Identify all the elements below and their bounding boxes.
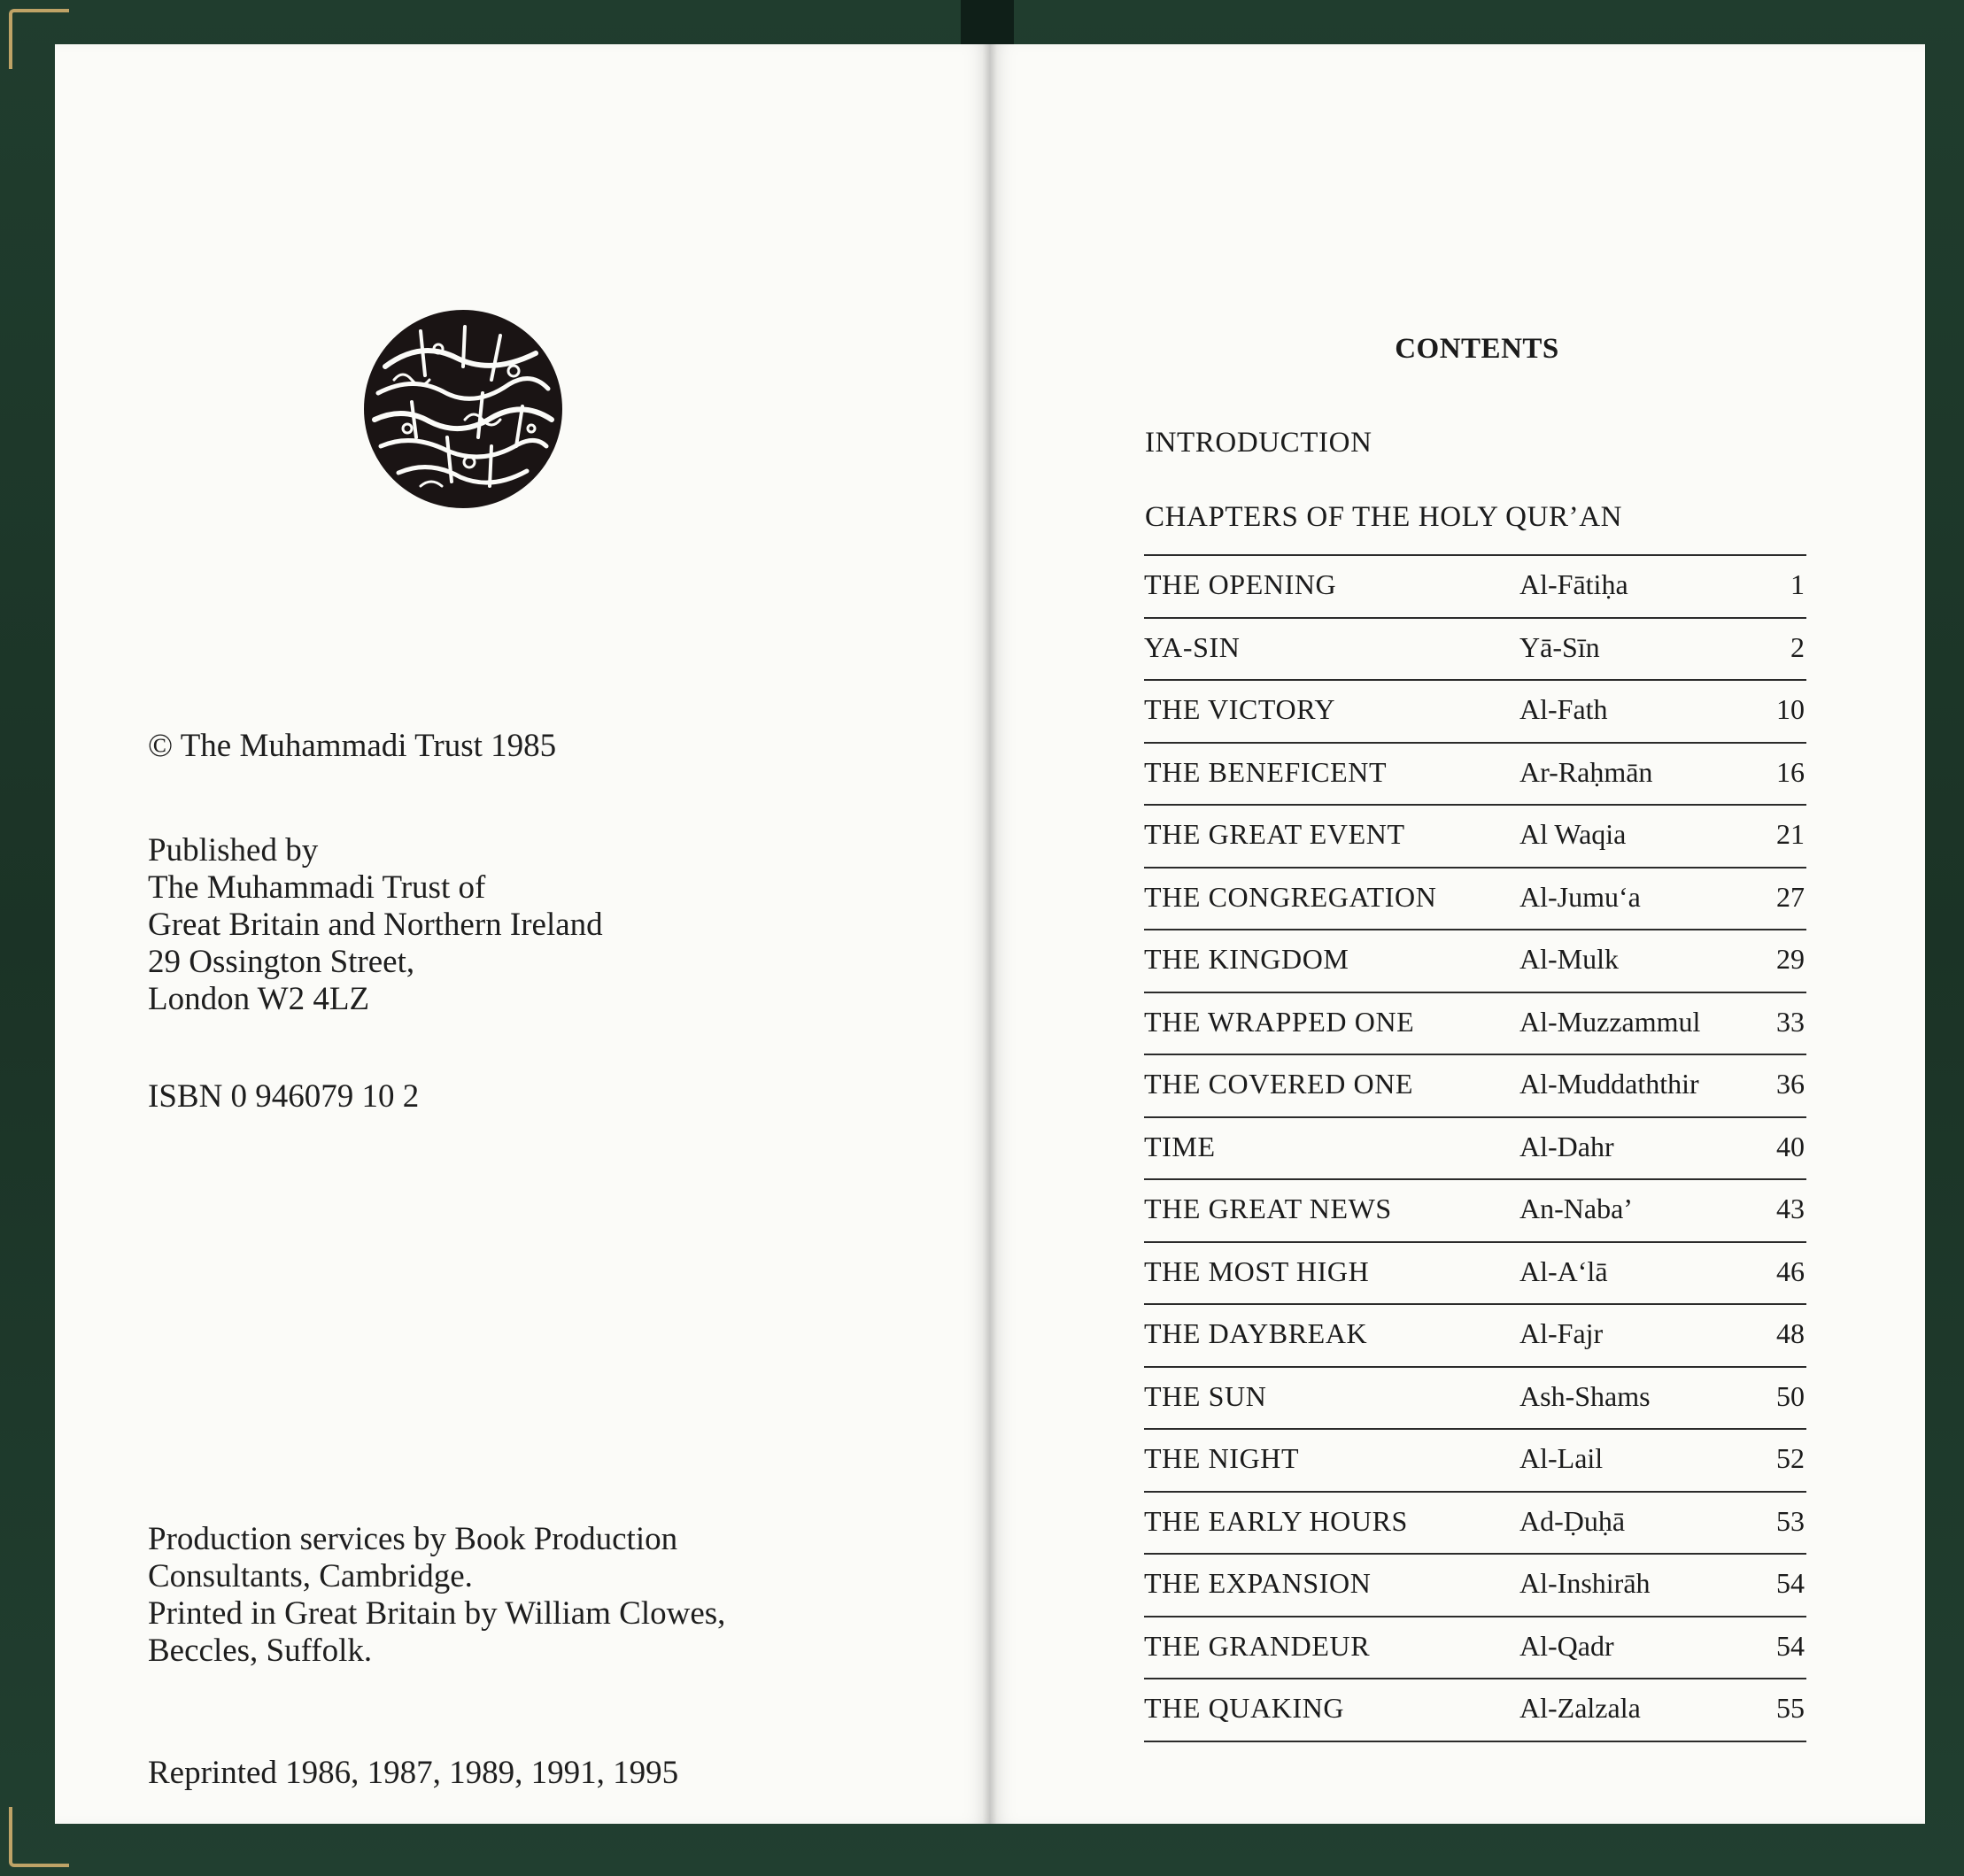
chapter-page-number: 16 [1776, 755, 1805, 788]
chapter-english-title: THE NIGHT [1144, 1442, 1300, 1474]
toc-row[interactable] [1144, 1243, 1806, 1306]
chapter-english-title: THE GREAT EVENT [1144, 818, 1405, 850]
chapter-page-number: 27 [1776, 880, 1805, 913]
chapter-page-number: 54 [1776, 1567, 1805, 1599]
toc-row[interactable] [1144, 1180, 1806, 1243]
chapter-arabic-title: Al-Dahr [1519, 1130, 1614, 1162]
production-line-2: Consultants, Cambridge. [148, 1558, 473, 1594]
chapter-english-title: THE MOST HIGH [1144, 1255, 1370, 1287]
chapter-arabic-title: Al-Inshirāh [1519, 1567, 1651, 1599]
production-line-1: Production services by Book Production [148, 1521, 678, 1557]
toc-table [1144, 554, 1806, 1742]
chapter-english-title: THE KINGDOM [1144, 943, 1349, 975]
chapter-page-number: 1 [1790, 568, 1805, 600]
production-block [148, 1521, 725, 1670]
contents-title: CONTENTS [1395, 333, 1559, 365]
chapter-arabic-title: Ash-Shams [1519, 1379, 1651, 1412]
chapter-arabic-title: Al-Muzzammul [1519, 1005, 1701, 1038]
chapter-english-title: THE QUAKING [1144, 1692, 1345, 1724]
toc-row[interactable] [1144, 1055, 1806, 1118]
chapter-arabic-title: Al-Fajr [1519, 1317, 1604, 1349]
toc-row[interactable] [1144, 1555, 1806, 1617]
chapter-arabic-title: An-Naba’ [1519, 1193, 1633, 1224]
chapter-arabic-title: Al-Mulk [1519, 943, 1619, 975]
chapter-arabic-title: Al-Fath [1519, 693, 1608, 725]
reprinted-line: Reprinted 1986, 1987, 1989, 1991, 1995 [148, 1755, 679, 1791]
chapter-page-number: 10 [1776, 693, 1805, 725]
toc-row[interactable] [1144, 1617, 1806, 1680]
toc-row[interactable] [1144, 1118, 1806, 1181]
chapter-page-number: 43 [1776, 1193, 1805, 1224]
chapter-arabic-title: Al-Zalzala [1519, 1692, 1641, 1724]
chapter-english-title: THE OPENING [1144, 568, 1337, 600]
toc-row[interactable] [1144, 1679, 1806, 1742]
spine-band [961, 0, 1014, 44]
chapter-page-number: 52 [1776, 1442, 1805, 1474]
chapter-arabic-title: Al-Fātiḥa [1519, 568, 1628, 600]
toc-row[interactable] [1144, 1368, 1806, 1431]
chapter-english-title: THE DAYBREAK [1144, 1317, 1368, 1349]
chapter-arabic-title: Al-Jumu‘a [1519, 880, 1641, 913]
chapter-english-title: THE GREAT NEWS [1144, 1193, 1392, 1224]
chapter-page-number: 21 [1776, 818, 1805, 850]
publisher-name-line: The Muhammadi Trust of [148, 869, 486, 906]
chapter-page-number: 33 [1776, 1005, 1805, 1038]
chapter-english-title: THE COVERED ONE [1144, 1068, 1414, 1100]
chapter-arabic-title: Yā-Sīn [1519, 630, 1600, 663]
published-by-line: Published by [148, 832, 319, 869]
chapter-english-title: THE SUN [1144, 1379, 1267, 1412]
toc-row[interactable] [1144, 869, 1806, 931]
chapter-arabic-title: Ar-Raḥmān [1519, 755, 1653, 788]
toc-row[interactable] [1144, 1430, 1806, 1493]
toc-row[interactable] [1144, 1305, 1806, 1368]
toc-row[interactable] [1144, 1493, 1806, 1556]
chapter-english-title: TIME [1144, 1130, 1216, 1162]
toc-row[interactable] [1144, 806, 1806, 869]
chapter-english-title: THE WRAPPED ONE [1144, 1005, 1415, 1038]
chapter-page-number: 29 [1776, 943, 1805, 975]
chapter-arabic-title: Al Waqia [1519, 818, 1627, 850]
chapter-page-number: 2 [1790, 630, 1805, 663]
toc-row[interactable] [1144, 681, 1806, 744]
toc-chapters-heading: CHAPTERS OF THE HOLY QUR’AN [1145, 501, 1623, 533]
chapter-page-number: 36 [1776, 1068, 1805, 1100]
chapter-arabic-title: Ad-Ḍuḥā [1519, 1504, 1626, 1537]
toc-row[interactable] [1144, 993, 1806, 1056]
chapter-english-title: THE BENEFICENT [1144, 755, 1388, 788]
chapter-page-number: 48 [1776, 1317, 1805, 1349]
isbn-line: ISBN 0 946079 10 2 [148, 1078, 420, 1115]
publisher-street-line: 29 Ossington Street, [148, 944, 415, 980]
toc-row[interactable] [1144, 619, 1806, 682]
chapter-english-title: THE CONGREGATION [1144, 880, 1437, 913]
chapter-arabic-title: Al-A‘lā [1519, 1255, 1608, 1287]
publisher-region-line: Great Britain and Northern Ireland [148, 907, 603, 943]
chapter-english-title: THE GRANDEUR [1144, 1629, 1371, 1662]
calligraphy-seal-logo [359, 305, 568, 513]
production-line-3: Printed in Great Britain by William Clowes, [148, 1595, 726, 1632]
chapter-page-number: 55 [1776, 1692, 1805, 1724]
chapter-english-title: THE VICTORY [1144, 693, 1336, 725]
chapter-arabic-title: Al-Qadr [1519, 1629, 1614, 1662]
chapter-page-number: 54 [1776, 1629, 1805, 1662]
chapter-arabic-title: Al-Lail [1519, 1442, 1604, 1474]
chapter-english-title: YA-SIN [1144, 630, 1241, 663]
toc-introduction[interactable]: INTRODUCTION [1145, 427, 1372, 459]
page-gutter [983, 44, 997, 1824]
toc-row[interactable] [1144, 930, 1806, 993]
chapter-page-number: 50 [1776, 1379, 1805, 1412]
chapter-arabic-title: Al-Muddaththir [1519, 1068, 1699, 1100]
chapter-page-number: 40 [1776, 1130, 1805, 1162]
toc-row[interactable] [1144, 744, 1806, 807]
publisher-block [148, 832, 603, 1018]
chapter-english-title: THE EXPANSION [1144, 1567, 1372, 1599]
chapter-page-number: 46 [1776, 1255, 1805, 1287]
toc-row[interactable] [1144, 556, 1806, 619]
production-line-4: Beccles, Suffolk. [148, 1633, 373, 1669]
chapter-page-number: 53 [1776, 1504, 1805, 1537]
publisher-city-line: London W2 4LZ [148, 981, 370, 1017]
copyright-line: © The Muhammadi Trust 1985 [148, 728, 557, 764]
chapter-english-title: THE EARLY HOURS [1144, 1504, 1408, 1537]
